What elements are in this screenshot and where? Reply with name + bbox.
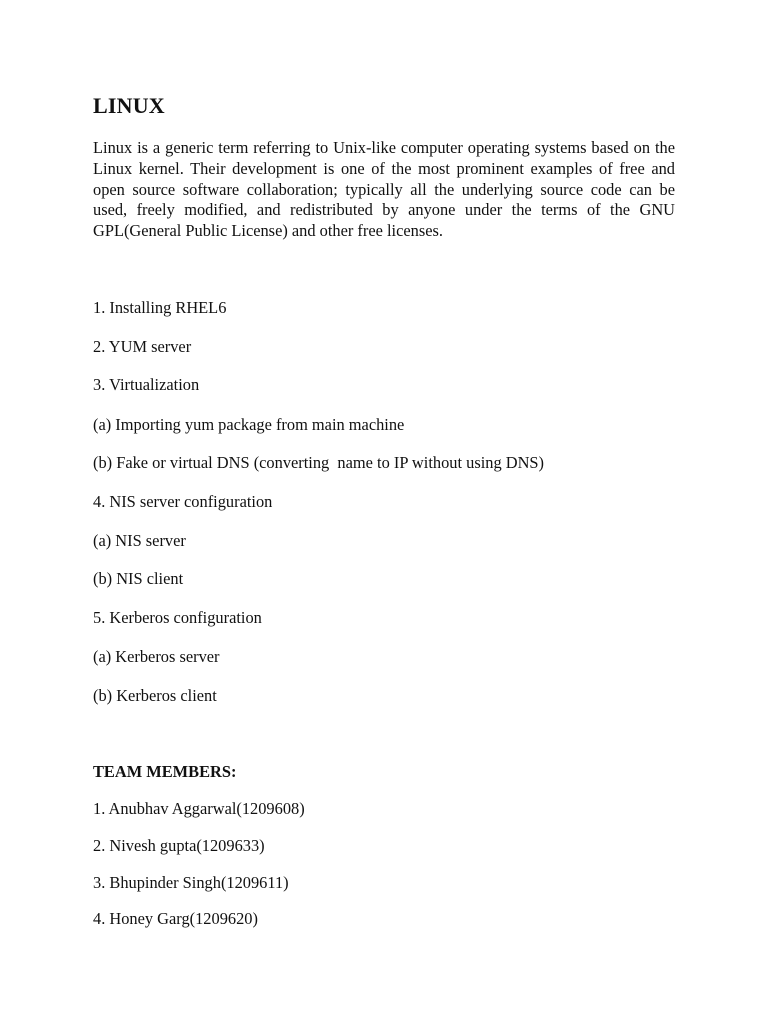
list-item: 4. NIS server configuration (93, 492, 273, 511)
list-item: 3. Virtualization (93, 375, 200, 394)
list-item: (a) Kerberos server (93, 647, 220, 666)
list-item: 5. Kerberos configuration (93, 608, 262, 627)
list-item: (b) Fake or virtual DNS (converting name to IP without using DNS) (93, 453, 544, 472)
list-item: (a) Importing yum package from main machine (93, 415, 405, 434)
list-item: (b) NIS client (93, 569, 184, 588)
list-item: (b) Kerberos client (93, 686, 217, 705)
list-item: (a) NIS server (93, 531, 186, 550)
team-member-item: 2. Nivesh gupta(1209633) (93, 836, 265, 855)
team-member-item: 1. Anubhav Aggarwal(1209608) (93, 799, 305, 818)
intro-paragraph: Linux is a generic term referring to Unix-like computer operating systems based on the Linux kernel. Their development is one of the most prominent examples of free and open source software collaboration; typically all the underlying source code can be used, freely modified, and redistributed by anyone under the terms of the GNU GPL(General Public License) and other free licenses. (93, 138, 675, 241)
team-member-item: 3. Bhupinder Singh(1209611) (93, 873, 289, 892)
team-heading: TEAM MEMBERS: (93, 762, 237, 781)
document-title: LINUX (93, 93, 165, 118)
list-item: 1. Installing RHEL6 (93, 298, 227, 317)
list-item: 2. YUM server (93, 337, 192, 356)
team-member-item: 4. Honey Garg(1209620) (93, 909, 258, 928)
